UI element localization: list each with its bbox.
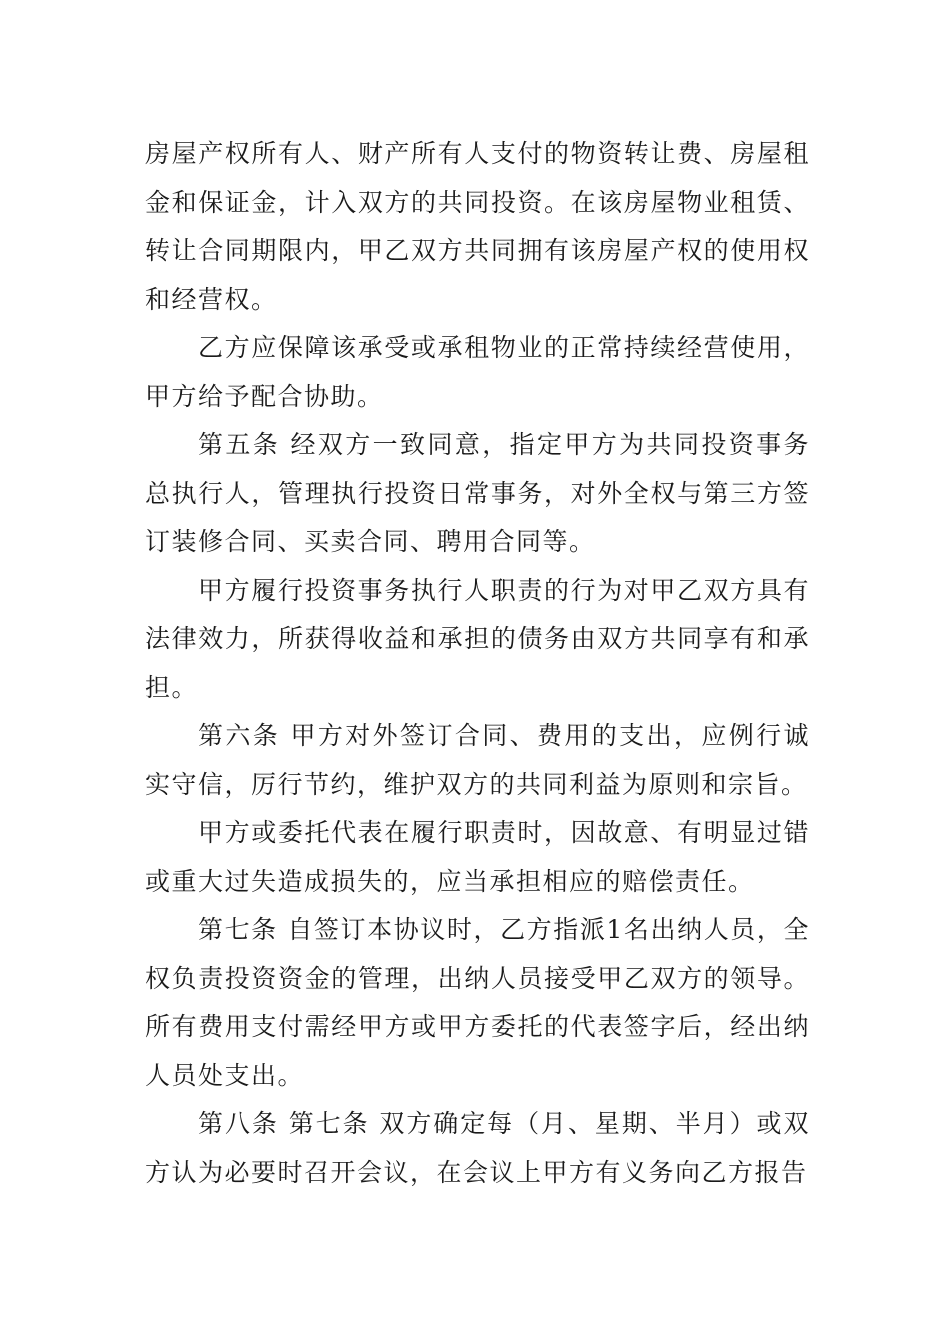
paragraph-investment-rights: 房屋产权所有人、财产所有人支付的物资转让费、房屋租金和保证金，计入双方的共同投资。在该房屋物业租赁、转让合同期限内，甲乙双方共同拥有该房屋产权的使用权和经营权。 [145, 139, 810, 314]
paragraph-article-6: 第六条 甲方对外签订合同、费用的支出，应例行诚实守信，厉行节约，维护双方的共同利益为原则和宗旨。 [145, 721, 810, 799]
paragraph-article-7: 第七条 自签订本协议时，乙方指派1名出纳人员，全权负责投资资金的管理，出纳人员接受甲乙双方的领导。所有费用支付需经甲方或甲方委托的代表签字后，经出纳人员处支出。 [145, 915, 810, 1090]
paragraph-liability: 甲方或委托代表在履行职责时，因故意、有明显过错或重大过失造成损失的，应当承担相应的赔偿责任。 [145, 818, 810, 896]
paragraph-article-5: 第五条 经双方一致同意，指定甲方为共同投资事务总执行人，管理执行投资日常事务，对外全权与第三方签订装修合同、买卖合同、聘用合同等。 [145, 430, 810, 556]
paragraph-article-8: 第八条 第七条 双方确定每（月、星期、半月）或双方认为必要时召开会议，在会议上甲方有义务向乙方报告 [145, 1109, 810, 1187]
paragraph-party-b-guarantee: 乙方应保障该承受或承租物业的正常持续经营使用，甲方给予配合协助。 [145, 333, 810, 411]
document-body [145, 130, 810, 1197]
paragraph-executor-duties: 甲方履行投资事务执行人职责的行为对甲乙双方具有法律效力，所获得收益和承担的债务由双方共同享有和承担。 [145, 575, 810, 702]
